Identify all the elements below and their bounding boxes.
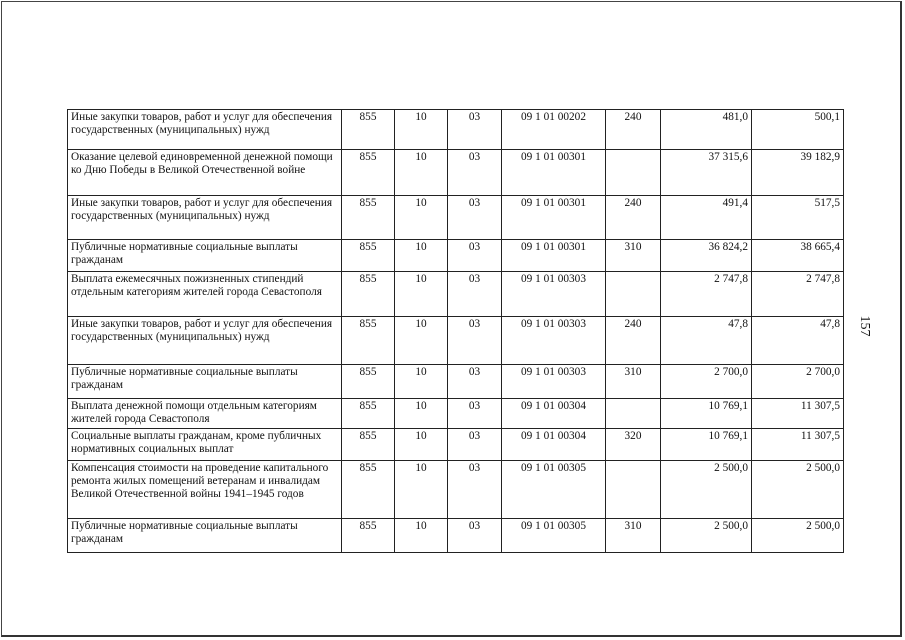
row-expense-type — [606, 461, 661, 519]
row-sum-1: 36 824,2 — [661, 240, 752, 272]
row-section: 10 — [395, 429, 448, 461]
table-row — [68, 365, 844, 399]
row-ministry: 855 — [342, 272, 395, 317]
row-target: 09 1 01 00301 — [502, 240, 606, 272]
row-sum-1: 37 315,6 — [661, 150, 752, 196]
row-name: Публичные нормативные социальные выплаты гражданам — [68, 519, 342, 553]
row-sum-2: 47,8 — [752, 317, 844, 365]
row-sum-1: 47,8 — [661, 317, 752, 365]
row-ministry: 855 — [342, 399, 395, 429]
row-name: Иные закупки товаров, работ и услуг для обеспечения государственных (муниципальных) нужд — [68, 196, 342, 240]
row-subsection: 03 — [448, 196, 502, 240]
row-subsection: 03 — [448, 240, 502, 272]
row-expense-type — [606, 399, 661, 429]
row-sum-2: 2 500,0 — [752, 519, 844, 553]
row-sum-1: 10 769,1 — [661, 399, 752, 429]
table-row — [68, 317, 844, 365]
row-name: Публичные нормативные социальные выплаты гражданам — [68, 365, 342, 399]
row-subsection: 03 — [448, 272, 502, 317]
page-number: 157 — [857, 315, 872, 337]
row-expense-type: 240 — [606, 196, 661, 240]
row-target: 09 1 01 00303 — [502, 317, 606, 365]
row-name: Иные закупки товаров, работ и услуг для обеспечения государственных (муниципальных) нужд — [68, 110, 342, 150]
row-section: 10 — [395, 317, 448, 365]
row-name: Оказание целевой единовременной денежной помощи ко Дню Победы в Великой Отечественной войне — [68, 150, 342, 196]
row-ministry: 855 — [342, 110, 395, 150]
row-name: Компенсация стоимости на проведение капитального ремонта жилых помещений ветеранам и инвалидам Великой Отечественной войны 1941–1945 годов — [68, 461, 342, 519]
row-target: 09 1 01 00305 — [502, 461, 606, 519]
row-ministry: 855 — [342, 150, 395, 196]
row-sum-2: 11 307,5 — [752, 429, 844, 461]
row-expense-type: 310 — [606, 240, 661, 272]
row-target: 09 1 01 00305 — [502, 519, 606, 553]
row-sum-1: 2 700,0 — [661, 365, 752, 399]
table-row — [68, 110, 844, 150]
row-section: 10 — [395, 196, 448, 240]
row-target: 09 1 01 00303 — [502, 272, 606, 317]
row-subsection: 03 — [448, 110, 502, 150]
row-expense-type: 310 — [606, 519, 661, 553]
row-sum-2: 2 500,0 — [752, 461, 844, 519]
row-sum-1: 481,0 — [661, 110, 752, 150]
table-row — [68, 240, 844, 272]
row-sum-1: 2 500,0 — [661, 519, 752, 553]
row-target: 09 1 01 00202 — [502, 110, 606, 150]
row-sum-1: 2 500,0 — [661, 461, 752, 519]
row-name: Выплата ежемесячных пожизненных стипендий отдельным категориям жителей города Севастополя — [68, 272, 342, 317]
row-sum-2: 517,5 — [752, 196, 844, 240]
row-target: 09 1 01 00304 — [502, 399, 606, 429]
row-subsection: 03 — [448, 399, 502, 429]
table-row — [68, 150, 844, 196]
table-row — [68, 461, 844, 519]
row-section: 10 — [395, 519, 448, 553]
row-sum-2: 500,1 — [752, 110, 844, 150]
row-name: Публичные нормативные социальные выплаты гражданам — [68, 240, 342, 272]
row-sum-2: 38 665,4 — [752, 240, 844, 272]
row-target: 09 1 01 00301 — [502, 150, 606, 196]
row-subsection: 03 — [448, 429, 502, 461]
row-expense-type: 310 — [606, 365, 661, 399]
row-expense-type: 320 — [606, 429, 661, 461]
table-row — [68, 519, 844, 553]
budget-table — [67, 109, 844, 553]
table-row — [68, 399, 844, 429]
row-subsection: 03 — [448, 519, 502, 553]
row-ministry: 855 — [342, 196, 395, 240]
row-sum-1: 2 747,8 — [661, 272, 752, 317]
row-expense-type: 240 — [606, 110, 661, 150]
table-body — [68, 110, 844, 553]
row-sum-2: 2 700,0 — [752, 365, 844, 399]
row-ministry: 855 — [342, 317, 395, 365]
table-row — [68, 429, 844, 461]
row-section: 10 — [395, 461, 448, 519]
row-section: 10 — [395, 272, 448, 317]
row-sum-2: 39 182,9 — [752, 150, 844, 196]
table-row — [68, 196, 844, 240]
row-subsection: 03 — [448, 461, 502, 519]
row-target: 09 1 01 00304 — [502, 429, 606, 461]
row-section: 10 — [395, 110, 448, 150]
row-name: Иные закупки товаров, работ и услуг для обеспечения государственных (муниципальных) нужд — [68, 317, 342, 365]
row-subsection: 03 — [448, 317, 502, 365]
row-ministry: 855 — [342, 240, 395, 272]
row-sum-1: 10 769,1 — [661, 429, 752, 461]
row-target: 09 1 01 00303 — [502, 365, 606, 399]
table-row — [68, 272, 844, 317]
row-ministry: 855 — [342, 519, 395, 553]
row-section: 10 — [395, 150, 448, 196]
row-ministry: 855 — [342, 461, 395, 519]
row-section: 10 — [395, 365, 448, 399]
row-section: 10 — [395, 240, 448, 272]
row-name: Выплата денежной помощи отдельным категориям жителей города Севастополя — [68, 399, 342, 429]
row-subsection: 03 — [448, 150, 502, 196]
row-expense-type — [606, 150, 661, 196]
row-target: 09 1 01 00301 — [502, 196, 606, 240]
row-name: Социальные выплаты гражданам, кроме публичных нормативных социальных выплат — [68, 429, 342, 461]
row-subsection: 03 — [448, 365, 502, 399]
row-sum-1: 491,4 — [661, 196, 752, 240]
row-expense-type: 240 — [606, 317, 661, 365]
row-sum-2: 11 307,5 — [752, 399, 844, 429]
row-sum-2: 2 747,8 — [752, 272, 844, 317]
row-section: 10 — [395, 399, 448, 429]
row-expense-type — [606, 272, 661, 317]
row-ministry: 855 — [342, 365, 395, 399]
row-ministry: 855 — [342, 429, 395, 461]
